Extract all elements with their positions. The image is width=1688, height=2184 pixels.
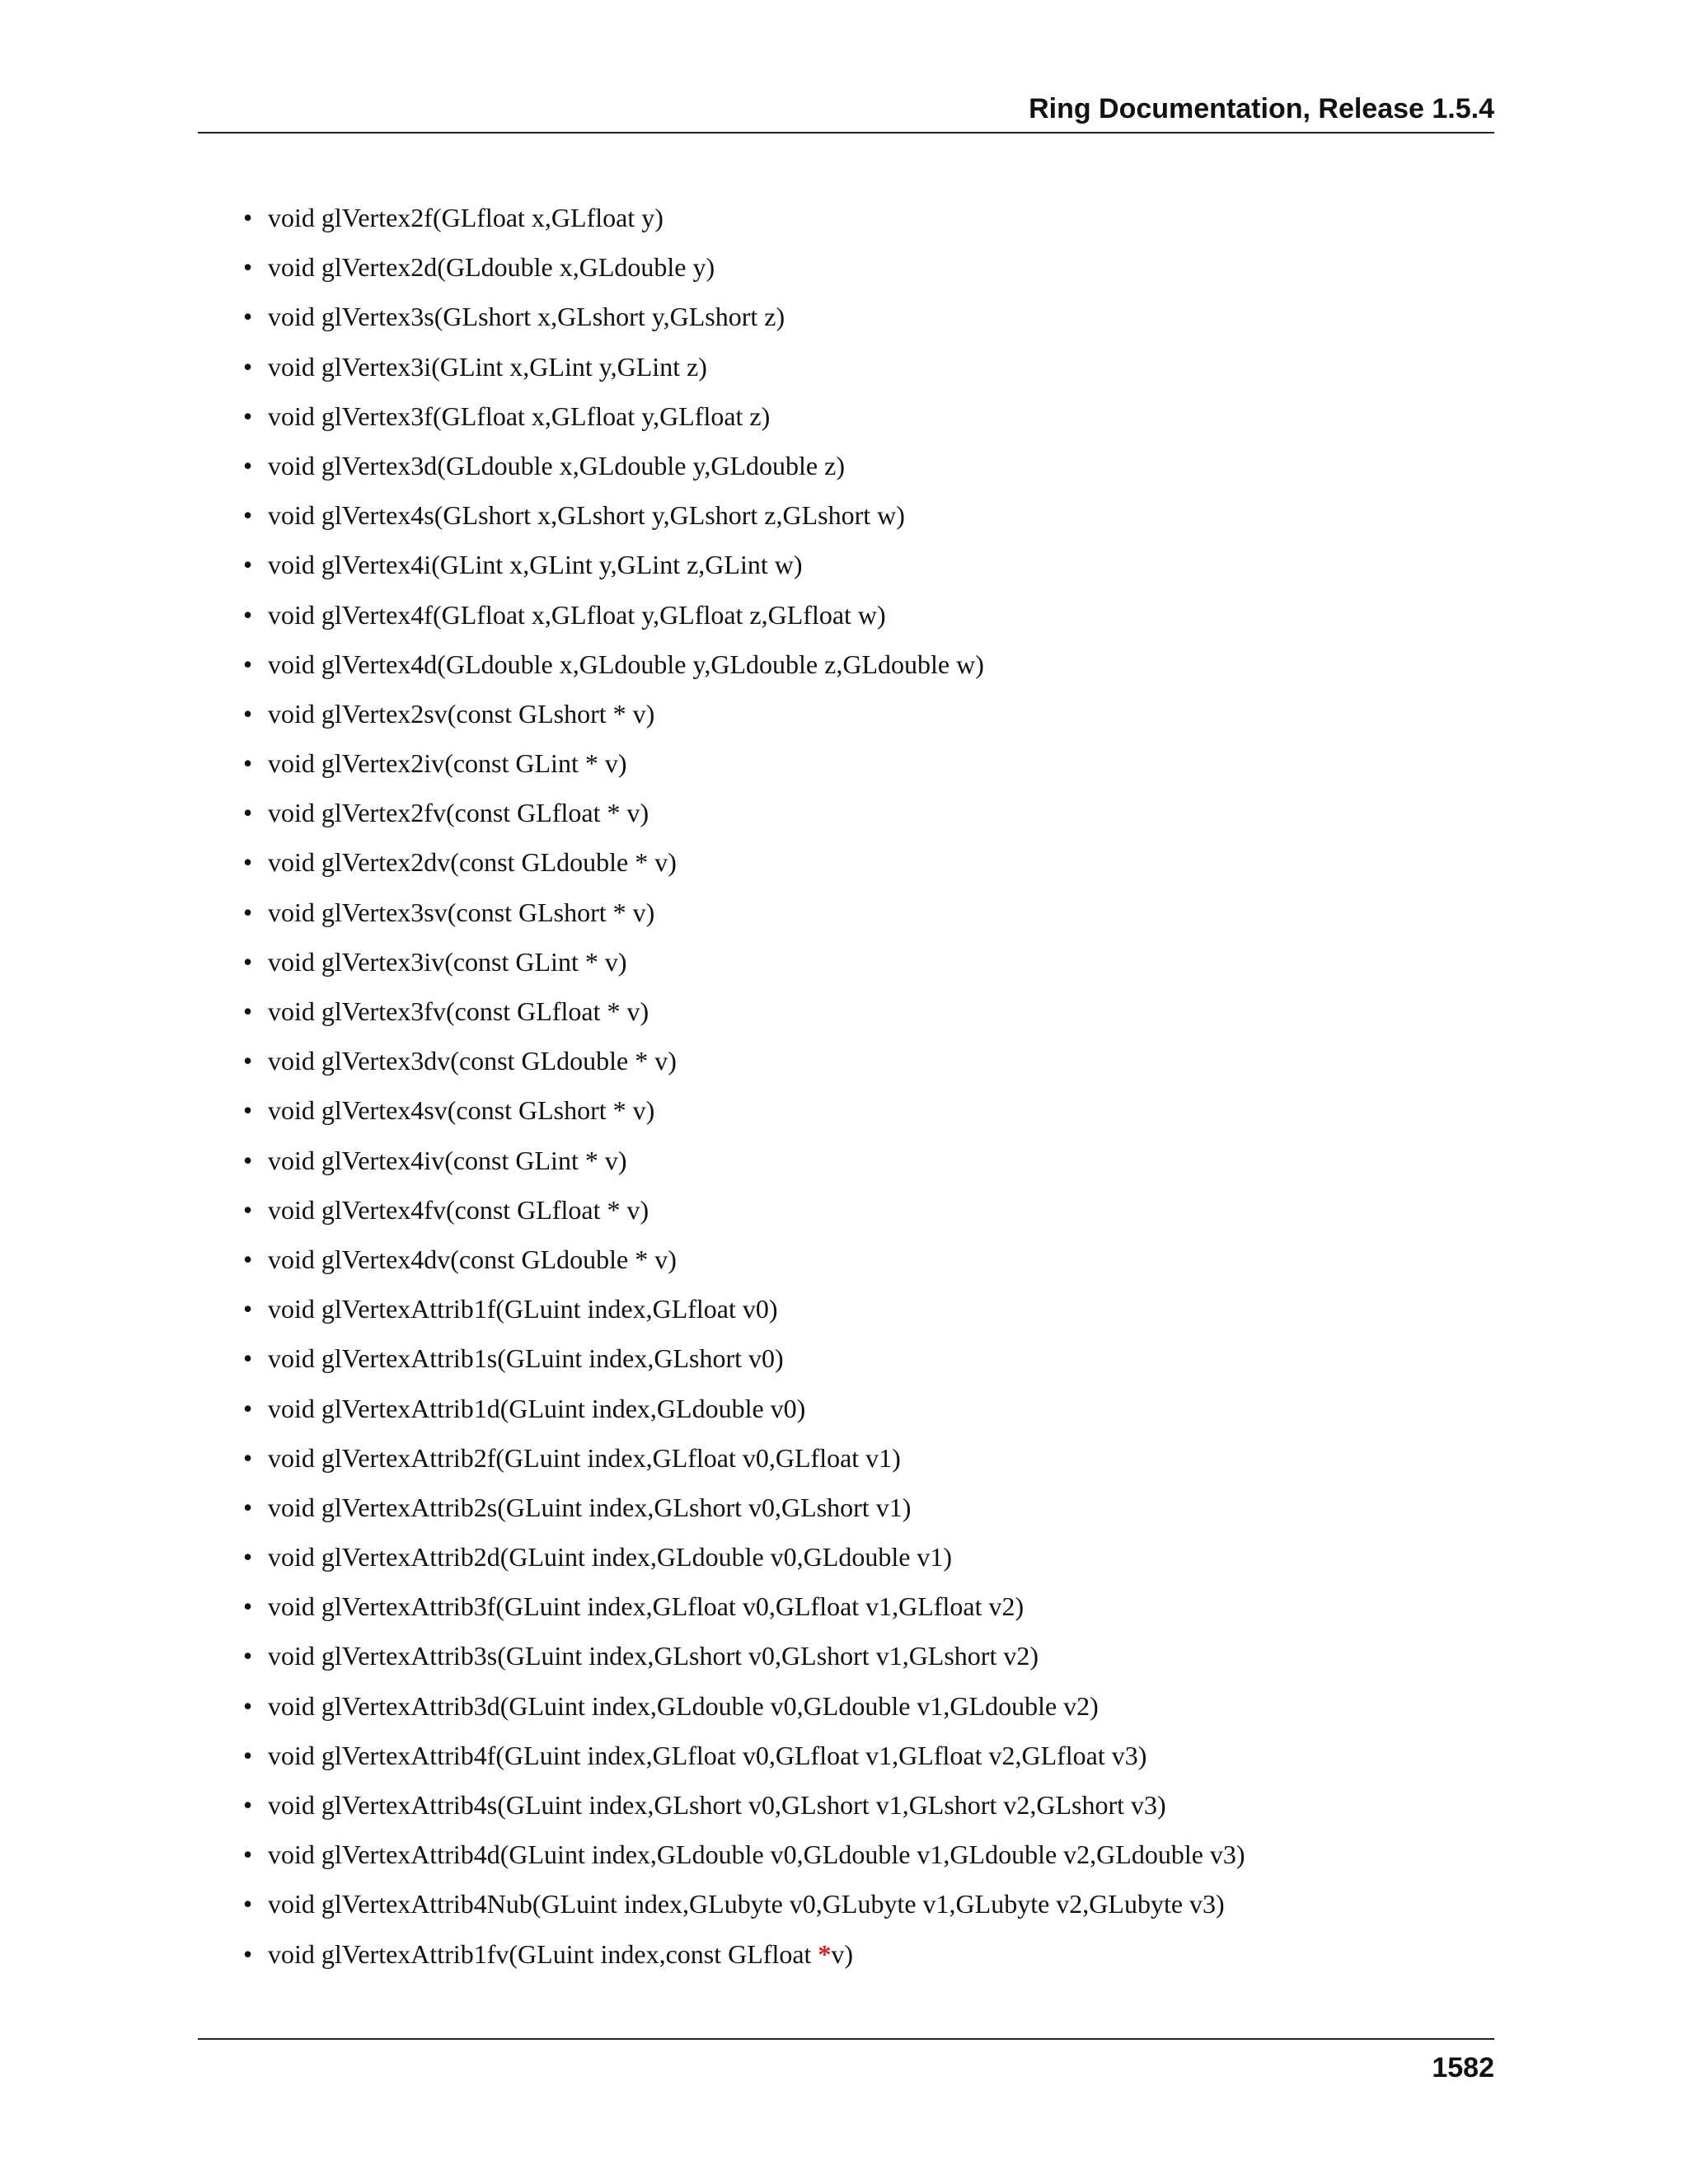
- function-signature: void glVertexAttrib4s(GLuint index,GLshort v0,GLshort v1,GLshort v2,GLshort v3): [268, 1790, 1166, 1820]
- bullet-icon: •: [243, 252, 253, 283]
- function-signature: void glVertexAttrib2s(GLuint index,GLshort v0,GLshort v1): [268, 1492, 912, 1522]
- function-item: [243, 646, 1245, 696]
- function-item: [243, 546, 1245, 596]
- function-item: [243, 993, 1245, 1043]
- bullet-icon: •: [243, 401, 253, 431]
- bullet-icon: •: [243, 798, 253, 828]
- function-list: [243, 199, 1245, 1985]
- bullet-icon: •: [243, 450, 253, 480]
- function-signature: void glVertex3sv(const GLshort * v): [268, 897, 655, 927]
- function-signature: void glVertexAttrib1d(GLuint index,GLdouble v0): [268, 1393, 806, 1423]
- function-signature: void glVertex4i(GLint x,GLint y,GLint z,GLint w): [268, 550, 803, 580]
- function-item: [243, 597, 1245, 646]
- function-item-last: [243, 1936, 1245, 1985]
- bullet-icon: •: [243, 698, 253, 729]
- function-signature: void glVertex3f(GLfloat x,GLfloat y,GLfloat z): [268, 401, 771, 431]
- function-item: [243, 199, 1245, 249]
- function-signature: void glVertex2sv(const GLshort * v): [268, 698, 655, 729]
- bullet-icon: •: [243, 550, 253, 580]
- function-signature: void glVertexAttrib3d(GLuint index,GLdouble v0,GLdouble v1,GLdouble v2): [268, 1690, 1099, 1721]
- bullet-icon: •: [243, 1938, 253, 1969]
- function-signature: void glVertex2fv(const GLfloat * v): [268, 798, 649, 828]
- bullet-icon: •: [243, 203, 253, 232]
- bullet-icon: •: [243, 1393, 253, 1423]
- bullet-icon: •: [243, 1442, 253, 1473]
- bullet-icon: •: [243, 1194, 253, 1225]
- function-signature: void glVertex4f(GLfloat x,GLfloat y,GLfloat z,GLfloat w): [268, 599, 886, 630]
- header-title: Ring Documentation, Release 1.5.4: [1029, 93, 1494, 124]
- page-header: [198, 92, 1494, 134]
- function-item: [243, 1886, 1245, 1935]
- bullet-icon: •: [243, 500, 253, 531]
- bullet-icon: •: [243, 599, 253, 630]
- function-signature: void glVertex3fv(const GLfloat * v): [268, 996, 649, 1026]
- function-signature: void glVertex4d(GLdouble x,GLdouble y,GLdouble z,GLdouble w): [268, 649, 984, 679]
- bullet-icon: •: [243, 1840, 253, 1870]
- function-signature: void glVertexAttrib4f(GLuint index,GLfloat v0,GLfloat v1,GLfloat v2,GLfloat v3): [268, 1740, 1147, 1770]
- function-signature: void glVertex3d(GLdouble x,GLdouble y,GLdouble z): [268, 450, 845, 480]
- bullet-icon: •: [243, 1046, 253, 1076]
- function-item: [243, 844, 1245, 893]
- function-item: [243, 249, 1245, 298]
- function-item: [243, 1241, 1245, 1291]
- function-signature: void glVertexAttrib1f(GLuint index,GLfloat v0): [268, 1294, 778, 1324]
- function-signature: void glVertex3iv(const GLint * v): [268, 946, 627, 977]
- bullet-icon: •: [243, 996, 253, 1026]
- function-signature: void glVertex4sv(const GLshort * v): [268, 1095, 655, 1126]
- function-item: [243, 1440, 1245, 1489]
- function-item: [243, 298, 1245, 348]
- function-item: [243, 349, 1245, 398]
- bullet-icon: •: [243, 897, 253, 927]
- function-item: [243, 1787, 1245, 1836]
- function-signature: void glVertexAttrib3f(GLuint index,GLfloat v0,GLfloat v1,GLfloat v2): [268, 1591, 1025, 1622]
- function-signature: void glVertex4fv(const GLfloat * v): [268, 1194, 649, 1225]
- function-signature: void glVertexAttrib1s(GLuint index,GLshort v0): [268, 1343, 784, 1374]
- page-number: 1582: [1432, 2052, 1494, 2083]
- function-item: [243, 1043, 1245, 1092]
- function-item: [243, 1539, 1245, 1588]
- function-signature: void glVertexAttrib2d(GLuint index,GLdouble v0,GLdouble v1): [268, 1542, 953, 1572]
- bullet-icon: •: [243, 1790, 253, 1820]
- bullet-icon: •: [243, 1690, 253, 1721]
- function-item: [243, 1390, 1245, 1440]
- function-signature-prefix: void glVertexAttrib1fv(GLuint index,const GLfloat: [268, 1938, 818, 1969]
- bullet-icon: •: [243, 1145, 253, 1175]
- function-item: [243, 894, 1245, 944]
- function-item: [243, 696, 1245, 745]
- function-item: [243, 1291, 1245, 1340]
- function-item: [243, 1737, 1245, 1787]
- bullet-icon: •: [243, 1294, 253, 1324]
- function-item: [243, 794, 1245, 844]
- bullet-icon: •: [243, 1492, 253, 1522]
- function-signature: void glVertex2dv(const GLdouble * v): [268, 847, 677, 878]
- function-signature: void glVertex4iv(const GLint * v): [268, 1145, 627, 1175]
- function-item: [243, 745, 1245, 794]
- function-signature: void glVertex4s(GLshort x,GLshort y,GLshort z,GLshort w): [268, 500, 905, 531]
- function-item: [243, 1836, 1245, 1886]
- function-item: [243, 944, 1245, 993]
- function-item: [243, 497, 1245, 546]
- function-signature: void glVertex3dv(const GLdouble * v): [268, 1046, 677, 1076]
- bullet-icon: •: [243, 1591, 253, 1622]
- bullet-icon: •: [243, 748, 253, 779]
- function-signature: void glVertex2iv(const GLint * v): [268, 748, 627, 779]
- bullet-icon: •: [243, 1641, 253, 1671]
- function-item: [243, 1192, 1245, 1241]
- bullet-icon: •: [243, 302, 253, 332]
- function-signature: void glVertexAttrib4d(GLuint index,GLdouble v0,GLdouble v1,GLdouble v2,GLdouble v3): [268, 1840, 1245, 1870]
- bullet-icon: •: [243, 1542, 253, 1572]
- function-signature: void glVertexAttrib3s(GLuint index,GLshort v0,GLshort v1,GLshort v2): [268, 1641, 1039, 1671]
- function-signature: void glVertex4dv(const GLdouble * v): [268, 1244, 677, 1274]
- bullet-icon: •: [243, 847, 253, 878]
- function-item: [243, 398, 1245, 448]
- function-item: [243, 1588, 1245, 1638]
- function-signature: void glVertex2f(GLfloat x,GLfloat y): [268, 203, 663, 232]
- bullet-icon: •: [243, 351, 253, 382]
- bullet-icon: •: [243, 1740, 253, 1770]
- bullet-icon: •: [243, 1343, 253, 1374]
- function-item: [243, 1092, 1245, 1141]
- function-signature-suffix: v): [831, 1938, 854, 1969]
- function-item: [243, 448, 1245, 497]
- bullet-icon: •: [243, 1244, 253, 1274]
- function-item: [243, 1688, 1245, 1737]
- function-item: [243, 1638, 1245, 1687]
- function-item: [243, 1142, 1245, 1192]
- function-signature: void glVertexAttrib2f(GLuint index,GLfloat v0,GLfloat v1): [268, 1442, 901, 1473]
- function-signature: void glVertexAttrib4Nub(GLuint index,GLubyte v0,GLubyte v1,GLubyte v2,GLubyte v3): [268, 1889, 1225, 1919]
- highlighted-asterisk: *: [818, 1938, 832, 1969]
- bullet-icon: •: [243, 1095, 253, 1126]
- page-footer: [198, 2038, 1494, 2089]
- function-item: [243, 1340, 1245, 1390]
- bullet-icon: •: [243, 649, 253, 679]
- bullet-icon: •: [243, 946, 253, 977]
- bullet-icon: •: [243, 1889, 253, 1919]
- function-item: [243, 1489, 1245, 1539]
- function-signature: void glVertex2d(GLdouble x,GLdouble y): [268, 252, 715, 283]
- function-signature: void glVertex3i(GLint x,GLint y,GLint z): [268, 351, 707, 382]
- function-signature: void glVertex3s(GLshort x,GLshort y,GLshort z): [268, 302, 785, 332]
